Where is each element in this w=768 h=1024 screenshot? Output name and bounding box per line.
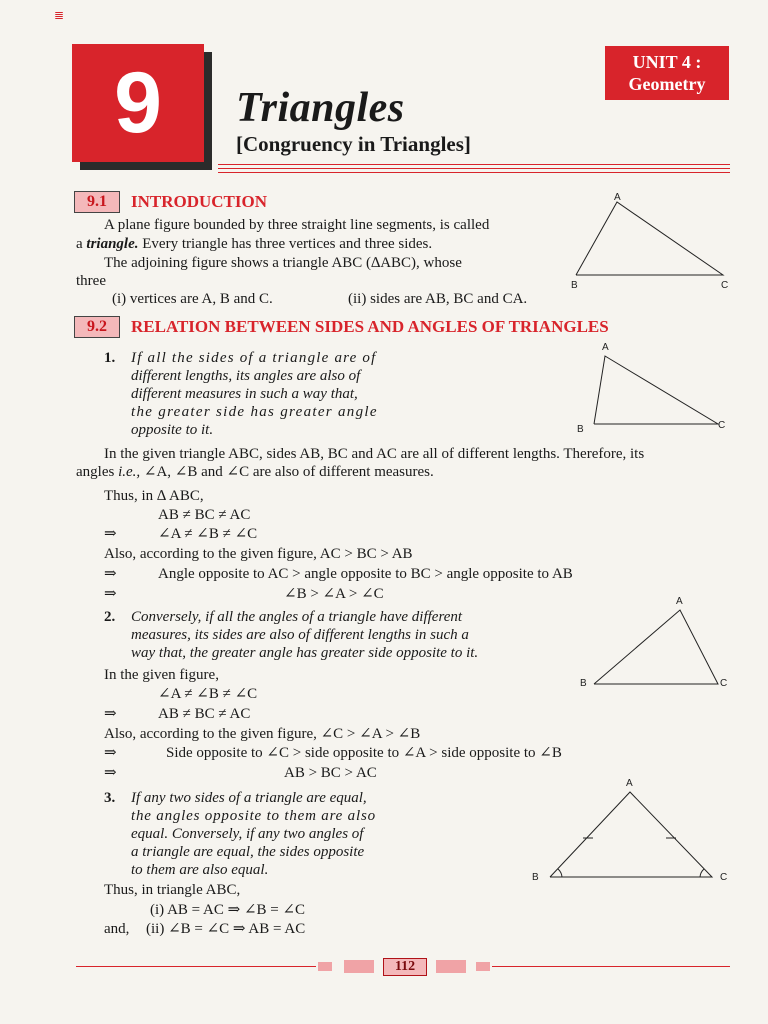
unit-badge-line1: UNIT 4 : [632,52,702,72]
intro-line-2-post: Every triangle has three vertices and three sides. [138,236,433,252]
intro-item-vertices: (i) vertices are A, B and C. [112,291,273,307]
point-1-text-2-ie: i.e., [118,464,141,480]
implies-symbol: ⇒ [104,745,117,761]
intro-line-2 [76,235,432,253]
also-line-2: Also, according to the given figure, ∠C > ∠A > ∠B [104,726,421,742]
vertex-label-c: C [720,872,728,883]
intro-line-2-pre: a [76,236,87,252]
intro-item-sides: (ii) sides are AB, BC and CA. [348,291,528,307]
triangle-figure-3 [570,592,740,692]
equation-7: Side opposite to ∠C > side opposite to ∠A > side opposite to ∠B [166,745,562,761]
thus-line-3: Thus, in triangle ABC, [104,882,241,898]
header-rule [218,172,730,173]
implies-symbol: ⇒ [104,566,117,582]
equation-1: AB ≠ BC ≠ AC [158,507,251,523]
chapter-subtitle: [Congruency in Triangles] [236,132,471,156]
point-3-line: the angles opposite to them are also [131,808,376,824]
footer-rule-left [76,966,316,967]
header-rule [218,164,730,165]
point-2-line: measures, its sides are also of different lengths in such a [131,627,469,643]
point-1-line: different measures in such a way that, [131,386,358,402]
and-label: and, [104,921,130,937]
triangle-figure-4 [526,774,740,884]
point-1-line: If all the sides of a triangle are of [131,350,377,366]
scan-mark: ≣ [54,8,65,22]
given-figure-line: In the given figure, [104,667,219,683]
thus-line-1: Thus, in ∆ ABC, [104,488,204,504]
footer-block [344,960,374,973]
implies-symbol: ⇒ [104,526,117,542]
footer-block [476,962,490,971]
point-2-line: Conversely, if all the angles of a triangle have different [131,609,463,625]
point-2-line: way that, the greater angle has greater side opposite to it. [131,645,479,661]
vertex-label-b: B [532,872,539,883]
equation-2: ∠A ≠ ∠B ≠ ∠C [158,526,258,542]
point-1-text-2-pre: angles [76,464,119,480]
vertex-label-c: C [720,678,728,689]
also-line-1: Also, according to the given figure, AC > BC > AB [104,546,413,562]
section-number-9-1: 9.1 [74,191,120,213]
point-1-text-2 [76,463,434,481]
vertex-label-a: A [676,596,683,607]
section-title-introduction: INTRODUCTION [131,192,268,211]
point-1-line: different lengths, its angles are also of [131,368,361,384]
page-number: 112 [383,958,427,976]
point-3-line: If any two sides of a triangle are equal, [131,790,367,806]
chapter-number: 9 [114,55,162,151]
vertex-label-b: B [580,678,587,689]
point-number-1: 1. [104,350,116,366]
footer-block [436,960,466,973]
triangle-figure-1 [560,190,740,294]
vertex-label-a: A [602,342,609,353]
footer-block [318,962,332,971]
point-1-text-2-post: ∠A, ∠B and ∠C are also of different measures. [140,464,434,480]
header-rule [218,168,730,169]
point-3-line: equal. Conversely, if any two angles of [131,826,364,842]
equation-3: Angle opposite to AC > angle opposite to BC > angle opposite to AB [158,566,573,582]
intro-line-4: three [76,273,106,289]
term-triangle: triangle. [86,236,139,252]
point-number-2: 2. [104,609,116,625]
point-1-text-1: In the given triangle ABC, sides AB, BC and AC are all of different lengths. Therefore, its [104,446,645,462]
section-title-relation: RELATION BETWEEN SIDES AND ANGLES OF TRIANGLES [131,317,609,336]
equation-5: ∠A ≠ ∠B ≠ ∠C [158,686,258,702]
equation-9: (i) AB = AC ⇒ ∠B = ∠C [150,902,306,918]
vertex-label-c: C [718,420,726,431]
vertex-label-b: B [577,424,584,435]
intro-line-1: A plane figure bounded by three straight line segments, is called [104,217,490,233]
footer-rule-right [492,966,730,967]
point-3-line: to them are also equal. [131,862,269,878]
implies-symbol: ⇒ [104,706,117,722]
point-3-line: a triangle are equal, the sides opposite [131,844,365,860]
chapter-title: Triangles [236,85,405,131]
vertex-label-b: B [571,280,578,291]
vertex-label-a: A [614,192,621,203]
unit-badge [605,46,729,100]
triangle-figure-2 [566,338,736,438]
equation-10: (ii) ∠B = ∠C ⇒ AB = AC [146,921,306,937]
implies-symbol: ⇒ [104,586,117,602]
equation-4: ∠B > ∠A > ∠C [284,586,384,602]
intro-line-3: The adjoining figure shows a triangle ABC (∆ABC), whose [104,255,462,271]
vertex-label-a: A [626,778,633,789]
implies-symbol: ⇒ [104,765,117,781]
unit-badge-line2: Geometry [628,74,706,94]
section-number-9-2: 9.2 [74,316,120,338]
equation-6: AB ≠ BC ≠ AC [158,706,251,722]
vertex-label-c: C [721,280,729,291]
point-number-3: 3. [104,790,116,806]
point-1-line: opposite to it. [131,422,214,438]
point-1-line: the greater side has greater angle [131,404,378,420]
equation-8: AB > BC > AC [284,765,377,781]
